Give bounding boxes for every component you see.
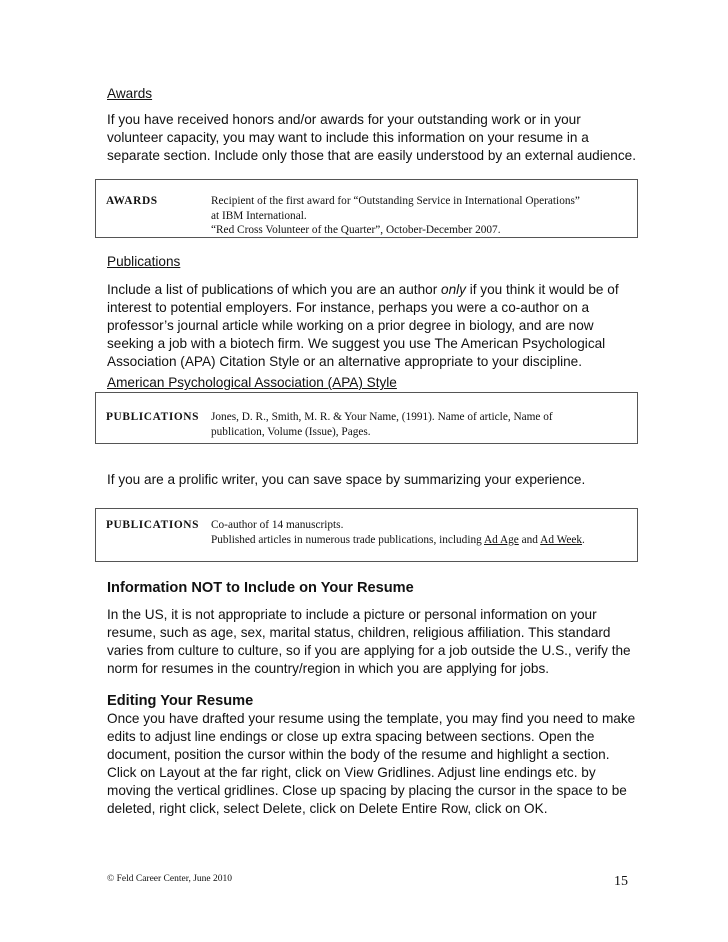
awards-box-line-1: Recipient of the first award for “Outstanding Service in International Operations”: [211, 195, 580, 207]
awards-box-line-2: at IBM International.: [211, 209, 307, 222]
publications-intro-emphasis: only: [441, 282, 466, 297]
publications-box-apa: [95, 392, 638, 444]
publications-intro-text: Include a list of publications of which you are an author: [107, 282, 442, 297]
awards-intro: If you have received honors and/or awards for your outstanding work or in your volunteer capacity, you may want to include this information on your resume in a separate section. Include only those that are easily understood by an external audience.: [107, 112, 636, 163]
publications-summary-and: and: [518, 534, 541, 546]
publications-summary-period: .: [582, 534, 585, 546]
editing-body: Once you have drafted your resume using the template, you may find you need to make edits to adjust line endings or close up extra spacing between sections. Open the document, position the cursor within the body of the resume and highlight a section. Click on Layout at the far right, click on View Gridlines. Adjust line endings etc. by moving the vertical gridlines. Close up spacing by placing the cursor in the space to be deleted, right click, select Delete, click on Delete Entire Row, click on OK.: [107, 711, 636, 816]
not-include-body: In the US, it is not appropriate to include a picture or personal information on your resume, such as age, sex, marital status, children, religious affiliation. This standard varies from culture to culture, so if you are applying for a job outside the U.S., verify the norm for resumes in the country/region in which you are applying for jobs.: [107, 607, 631, 676]
publications-summary-line-2: [211, 533, 585, 548]
awards-box: [95, 179, 638, 238]
awards-box-line-3: “Red Cross Volunteer of the Quarter”, October-December 2007.: [211, 224, 501, 236]
publications-box-summary: [95, 508, 638, 562]
publications-heading: Publications: [107, 254, 181, 269]
editing-heading: Editing Your Resume: [107, 693, 254, 709]
publications-box-label: PUBLICATIONS: [106, 411, 200, 423]
apa-style-heading: American Psychological Association (APA) Style: [107, 375, 397, 390]
publications-box-line-2: publication, Volume (Issue), Pages.: [211, 425, 371, 438]
not-include-heading: Information NOT to Include on Your Resume: [107, 580, 414, 596]
ad-age-link[interactable]: Ad Age: [483, 534, 519, 546]
prolific-writer-text: If you are a prolific writer, you can save space by summarizing your experience.: [107, 472, 586, 487]
ad-week-link[interactable]: Ad Week: [540, 534, 583, 546]
publications-summary-text: Published articles in numerous trade publications, including: [211, 534, 484, 546]
publications-box-line-1: Jones, D. R., Smith, M. R. & Your Name, (1991). Name of article, Name of: [211, 411, 553, 423]
publications-intro: [107, 281, 637, 371]
publications-summary-line-1: Co-author of 14 manuscripts.: [211, 519, 344, 531]
publications-summary-label: PUBLICATIONS: [106, 519, 200, 531]
awards-heading: Awards: [107, 86, 153, 101]
footer-copyright: © Feld Career Center, June 2010: [107, 874, 233, 884]
publications-intro-text-rest: if you think it would be of interest to potential employers. For instance, perhaps you were a co-author on a professor’s journal article while working on a prior degree in biology, and are now seeking a job with a biotech firm. We suggest you use The American Psychological Association (APA) Citation Style or an alternative appropriate to your discipline.: [107, 282, 619, 369]
page-number: 15: [614, 874, 628, 889]
awards-box-label: AWARDS: [106, 195, 158, 207]
